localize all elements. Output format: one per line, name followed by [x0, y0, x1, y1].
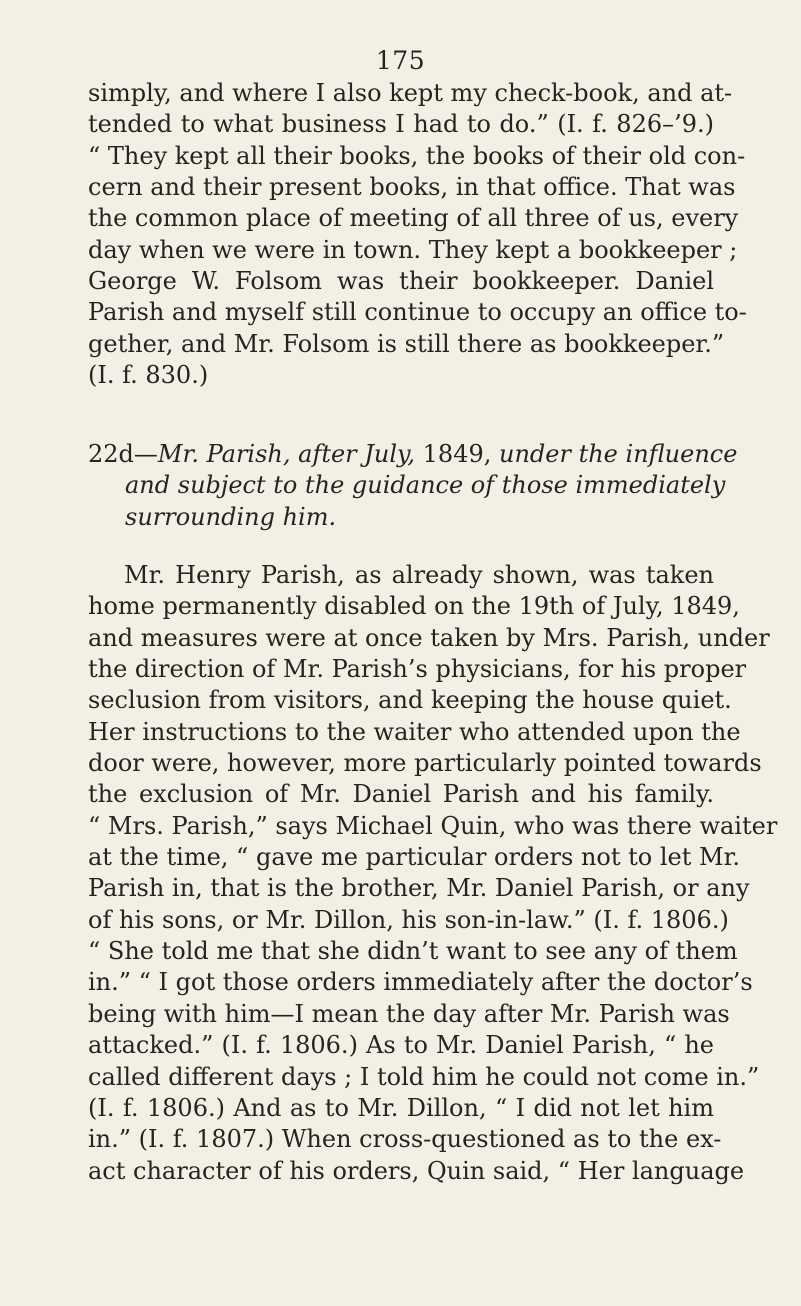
text-line: “ Mrs. Parish,” says Michael Quin, who was there waiter: [88, 811, 778, 840]
text-line: Her instructions to the waiter who attended upon the: [88, 717, 741, 746]
text-line: George W. Folsom was their bookkeeper. Daniel: [88, 267, 714, 296]
paragraph-1: [88, 78, 747, 391]
section-number: 22d—: [88, 440, 158, 468]
text-line: Parish and myself still continue to occupy an office to-: [88, 298, 747, 327]
section-title-italic: under the influence: [499, 440, 738, 468]
text-line: and measures were at once taken by Mrs. Parish, under: [88, 623, 770, 652]
section-title-italic: Mr. Parish, after July,: [157, 440, 416, 468]
text-line: “ She told me that she didn’t want to see any of them: [88, 937, 738, 966]
text-line: gether, and Mr. Folsom is still there as bookkeeper.”: [88, 329, 725, 358]
text-line: day when we were in town. They kept a bookkeeper ;: [88, 235, 738, 264]
text-line: home permanently disabled on the 19th of July, 1849,: [88, 592, 740, 621]
section-heading-line: and subject to the guidance of those immediately: [125, 471, 726, 500]
text-line: at the time, “ gave me particular orders not to let Mr.: [88, 843, 741, 872]
text-line: Parish in, that is the brother, Mr. Daniel Parish, or any: [88, 874, 750, 903]
text-line: in.” (I. f. 1807.) When cross-questioned as to the ex-: [88, 1125, 722, 1154]
text-line: Mr. Henry Parish, as already shown, was taken: [124, 561, 714, 589]
section-heading-line: [88, 439, 738, 470]
text-line: “ They kept all their books, the books of their old con-: [88, 141, 746, 170]
section-heading: [88, 439, 738, 533]
paragraph-2: [88, 560, 778, 1187]
text-line: seclusion from visitors, and keeping the house quiet.: [88, 686, 732, 715]
text-line: the exclusion of Mr. Daniel Parish and his family.: [88, 780, 714, 809]
text-line: (I. f. 830.): [88, 361, 209, 390]
text-line: attacked.” (I. f. 1806.) As to Mr. Daniel Parish, “ he: [88, 1031, 714, 1060]
text-line: of his sons, or Mr. Dillon, his son-in-law.” (I. f. 1806.): [88, 905, 729, 934]
text-line: tended to what business I had to do.” (I. f. 826–’9.): [88, 110, 714, 139]
section-heading-line: surrounding him.: [125, 502, 337, 531]
page-number: 175: [375, 46, 426, 75]
text-line: (I. f. 1806.) And as to Mr. Dillon, “ I did not let him: [88, 1093, 714, 1122]
text-line: being with him—I mean the day after Mr. Parish was: [88, 999, 730, 1028]
text-line: called different days ; I told him he could not come in.”: [88, 1062, 760, 1091]
text-line: simply, and where I also kept my check-book, and at-: [88, 79, 733, 107]
text-line: act character of his orders, Quin said, “ Her language: [88, 1156, 745, 1185]
text-line: the direction of Mr. Parish’s physicians, for his proper: [88, 655, 747, 684]
text-line: cern and their present books, in that office. That was: [88, 173, 736, 202]
text-line: door were, however, more particularly pointed towards: [88, 749, 762, 778]
text-line: in.” “ I got those orders immediately after the doctor’s: [88, 968, 753, 997]
section-title-year: 1849,: [415, 440, 499, 468]
text-line: the common place of meeting of all three of us, every: [88, 204, 739, 233]
